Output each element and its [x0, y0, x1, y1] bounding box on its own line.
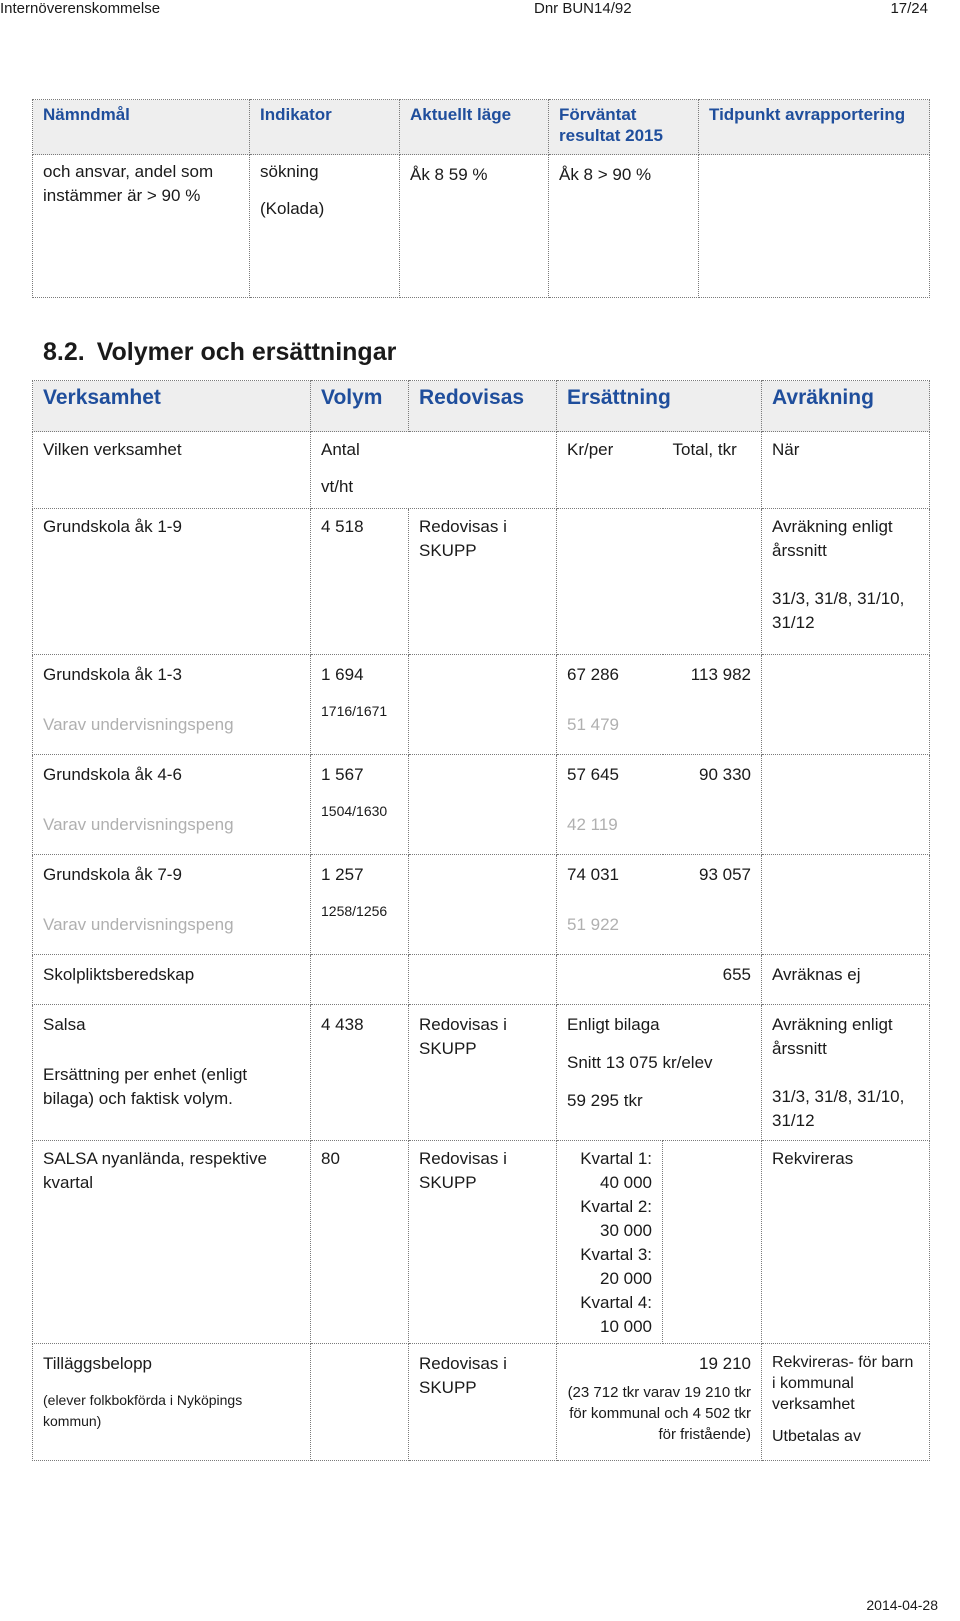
header-diary-number: Dnr BUN14/92	[534, 0, 632, 17]
goal-text: och ansvar, andel som instämmer är > 90 %	[33, 155, 250, 298]
subheader-verksamhet: Vilken verksamhet	[33, 432, 311, 509]
ersattning-average: Snitt 13 075 kr/elev	[567, 1053, 713, 1072]
krper-sub-value: 51 479	[567, 715, 619, 734]
quarter-label: Kvartal 4:	[580, 1293, 652, 1312]
col-header-avrakning: Avräkning	[762, 381, 930, 432]
subheader-total: Total, tkr	[663, 432, 762, 509]
avrakning-payout: Utbetalas av	[772, 1428, 861, 1445]
avrakning-method: Avräkning enligt årssnitt	[772, 517, 893, 560]
row-avrakning	[762, 1005, 930, 1141]
row-subtitle: Varav undervisningspeng	[43, 715, 234, 734]
ersattning-breakdown: (23 712 tkr varav 19 210 tkr för kommunal och 4 502 tkr för fristående)	[567, 1384, 751, 1443]
section-heading	[43, 338, 396, 367]
row-name	[33, 855, 311, 955]
row-avrakning	[762, 855, 930, 955]
ersattning-total: 19 210	[699, 1354, 751, 1373]
row-title: Tilläggsbelopp	[43, 1354, 152, 1373]
row-name	[33, 1344, 311, 1461]
row-krper	[557, 955, 663, 1005]
quarter-value: 10 000	[600, 1317, 652, 1336]
col-header-verksamhet: Verksamhet	[33, 381, 311, 432]
subheader-vtht: vt/ht	[321, 477, 354, 496]
indicator-text: sökning	[260, 162, 319, 181]
avrakning-method: Rekvireras- för barn i kommunal verksamhet	[772, 1354, 914, 1413]
avrakning-dates: 31/3, 31/8, 31/10, 31/12	[772, 589, 905, 632]
row-title: Grundskola åk 1-3	[43, 665, 182, 684]
goals-table-header	[33, 100, 930, 155]
row-volym: 80	[311, 1141, 409, 1344]
col-header-aktuellt-lage: Aktuellt läge	[400, 100, 549, 155]
section-number: 8.2.	[43, 338, 85, 366]
col-header-indikator: Indikator	[250, 100, 400, 155]
row-avrakning: Rekvireras	[762, 1141, 930, 1344]
row-ersattning	[557, 1344, 762, 1461]
row-title: Salsa	[43, 1015, 86, 1034]
row-redovisas: Redovisas i SKUPP	[409, 1005, 557, 1141]
row-avrakning	[762, 509, 930, 655]
volym-vtht: 1504/1630	[321, 803, 388, 819]
table-row	[33, 432, 930, 509]
quarter-label: Kvartal 2:	[580, 1197, 652, 1216]
avrakning-method: Avräkning enligt årssnitt	[772, 1015, 893, 1058]
row-ersattning	[557, 1005, 762, 1141]
row-total: 93 057	[663, 855, 762, 955]
row-volym: 4 438	[311, 1005, 409, 1141]
row-ersattning	[557, 509, 762, 655]
row-name	[33, 755, 311, 855]
row-avrakning: Avräknas ej	[762, 955, 930, 1005]
volym-value: 1 257	[321, 865, 364, 884]
row-description: Ersättning per enhet (enligt bilaga) och faktisk volym.	[43, 1065, 248, 1108]
row-krper	[557, 855, 663, 955]
header-page-number: 17/24	[890, 0, 928, 17]
row-krper	[557, 655, 663, 755]
col-header-volym: Volym	[311, 381, 409, 432]
table-row	[33, 855, 930, 955]
row-subtitle: Varav undervisningspeng	[43, 815, 234, 834]
report-time	[699, 155, 930, 298]
row-avrakning	[762, 755, 930, 855]
row-avrakning	[762, 655, 930, 755]
quarter-value: 20 000	[600, 1269, 652, 1288]
avrakning-dates: 31/3, 31/8, 31/10, 31/12	[772, 1087, 905, 1130]
subheader-krper: Kr/per	[557, 432, 663, 509]
volumes-table	[32, 380, 930, 1461]
volym-vtht: 1716/1671	[321, 703, 388, 719]
row-volym	[311, 755, 409, 855]
row-redovisas	[409, 755, 557, 855]
row-total: 113 982	[663, 655, 762, 755]
row-total: 655	[663, 955, 762, 1005]
krper-value: 74 031	[567, 865, 619, 884]
col-header-forvantat-resultat: Förväntat resultat 2015	[549, 100, 699, 155]
table-row	[33, 655, 930, 755]
row-volym	[311, 655, 409, 755]
subheader-volym	[311, 432, 557, 509]
row-total	[663, 1141, 762, 1344]
krper-value: 67 286	[567, 665, 619, 684]
volumes-table-header	[33, 381, 930, 432]
indicator-source: (Kolada)	[260, 199, 325, 218]
goals-table	[32, 99, 930, 298]
header-document-title: Internöverenskommelse	[0, 0, 161, 17]
subheader-antal: Antal	[321, 440, 360, 459]
row-title: Grundskola åk 4-6	[43, 765, 182, 784]
row-redovisas	[409, 955, 557, 1005]
row-total: 90 330	[663, 755, 762, 855]
table-row	[33, 1141, 930, 1344]
expected-result: Åk 8 > 90 %	[549, 155, 699, 298]
footer-date: 2014-04-28	[866, 1597, 938, 1613]
krper-value: 57 645	[567, 765, 619, 784]
table-row	[33, 155, 930, 298]
row-redovisas	[409, 855, 557, 955]
quarter-label: Kvartal 1:	[580, 1149, 652, 1168]
table-row	[33, 955, 930, 1005]
quarter-value: 30 000	[600, 1221, 652, 1240]
row-name: Skolpliktsberedskap	[33, 955, 311, 1005]
section-title: Volymer och ersättningar	[96, 338, 397, 366]
row-krper	[557, 755, 663, 855]
subheader-nar: När	[762, 432, 930, 509]
row-avrakning	[762, 1344, 930, 1461]
row-volym	[311, 955, 409, 1005]
row-redovisas: Redovisas i SKUPP	[409, 509, 557, 655]
row-subtitle: Varav undervisningspeng	[43, 915, 234, 934]
col-header-tidpunkt: Tidpunkt avrapportering	[699, 100, 930, 155]
col-header-redovisas: Redovisas	[409, 381, 557, 432]
row-name	[33, 1005, 311, 1141]
row-volym: 4 518	[311, 509, 409, 655]
krper-sub-value: 51 922	[567, 915, 619, 934]
table-row	[33, 755, 930, 855]
row-redovisas	[409, 655, 557, 755]
volym-value: 1 567	[321, 765, 364, 784]
table-row	[33, 1005, 930, 1141]
volym-value: 1 694	[321, 665, 364, 684]
row-redovisas: Redovisas i SKUPP	[409, 1141, 557, 1344]
row-krper	[557, 1141, 663, 1344]
indicator-cell	[250, 155, 400, 298]
row-volym	[311, 1344, 409, 1461]
quarter-value: 40 000	[600, 1173, 652, 1192]
row-name: Grundskola åk 1-9	[33, 509, 311, 655]
table-row	[33, 509, 930, 655]
row-name: SALSA nyanlända, respektive kvartal	[33, 1141, 311, 1344]
ersattning-basis: Enligt bilaga	[567, 1015, 660, 1034]
row-volym	[311, 855, 409, 955]
quarter-label: Kvartal 3:	[580, 1245, 652, 1264]
current-status: Åk 8 59 %	[400, 155, 549, 298]
ersattning-total: 59 295 tkr	[567, 1091, 643, 1110]
row-redovisas: Redovisas i SKUPP	[409, 1344, 557, 1461]
volym-vtht: 1258/1256	[321, 903, 388, 919]
row-description: (elever folkbokförda i Nyköpings kommun)	[43, 1392, 243, 1429]
row-name	[33, 655, 311, 755]
col-header-namndmal: Nämndmål	[33, 100, 250, 155]
table-row	[33, 1344, 930, 1461]
row-title: Grundskola åk 7-9	[43, 865, 182, 884]
krper-sub-value: 42 119	[567, 815, 618, 834]
col-header-ersattning: Ersättning	[557, 381, 762, 432]
